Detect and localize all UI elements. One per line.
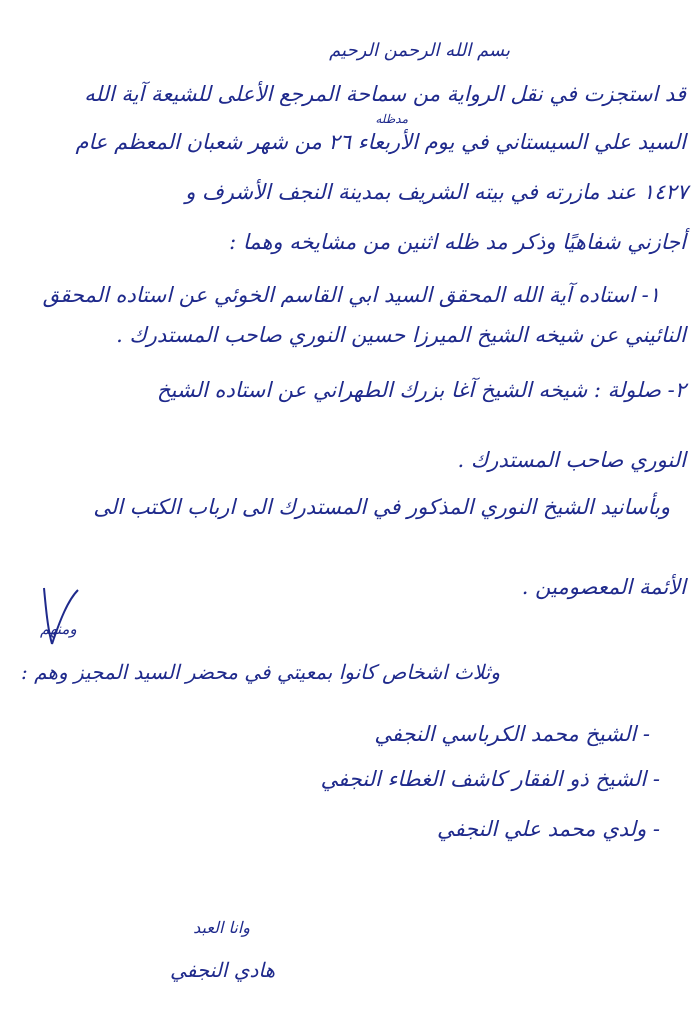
text-line-8: النوري صاحب المستدرك .	[457, 448, 686, 472]
text-line-6: النائيني عن شيخه الشيخ الميرزا حسين النوري صاحب المستدرك .	[116, 323, 686, 347]
text-line-7: ٢- صلولة : شيخه الشيخ آغا بزرك الطهراني عن استاده الشيخ	[156, 378, 686, 402]
list-item-2: - الشيخ ذو الفقار كاشف الغطاء النجفي	[320, 767, 660, 791]
signature-name: هادي النجفي	[170, 958, 275, 982]
text-line-2-content: السيد علي السيستاني في يوم الأربعاء ٢٦ من شهر شعبان المعظم عام	[75, 130, 686, 154]
list-item-3: - ولدي محمد علي النجفي	[436, 817, 660, 841]
superscript-note: مدظله	[375, 112, 408, 126]
text-line-1: قد استجزت في نقل الرواية من سماحة المرجع الأعلى للشيعة آية الله	[84, 82, 686, 106]
text-line-4: أجازني شفاهيًا وذكر مد ظله اثنين من مشايخه وهما :	[229, 230, 686, 254]
text-line-3: ١٤٢٧ عند مازرته في بيته الشريف بمدينة النجف الأشرف و	[185, 180, 688, 204]
margin-insertion-mark-icon	[38, 580, 98, 650]
text-line-5: ١- استاده آية الله المحقق السيد ابي القاسم الخوئي عن استاده المحقق	[42, 283, 660, 307]
list-item-1: - الشيخ محمد الكرباسي النجفي	[374, 722, 650, 746]
signature-label: وانا العبد	[193, 918, 250, 937]
basmala: بسم الله الرحمن الرحيم	[329, 40, 510, 61]
margin-note: ومنهم	[40, 620, 77, 638]
text-line-2	[75, 112, 687, 154]
text-line-11: وثلاث اشخاص كانوا بمعيتي في محضر السيد المجيز وهم :	[21, 660, 500, 684]
text-line-9: وبأسانيد الشيخ النوري المذكور في المستدرك الى ارباب الكتب الى	[93, 495, 670, 519]
text-line-10: الأئمة المعصومين .	[521, 575, 686, 599]
